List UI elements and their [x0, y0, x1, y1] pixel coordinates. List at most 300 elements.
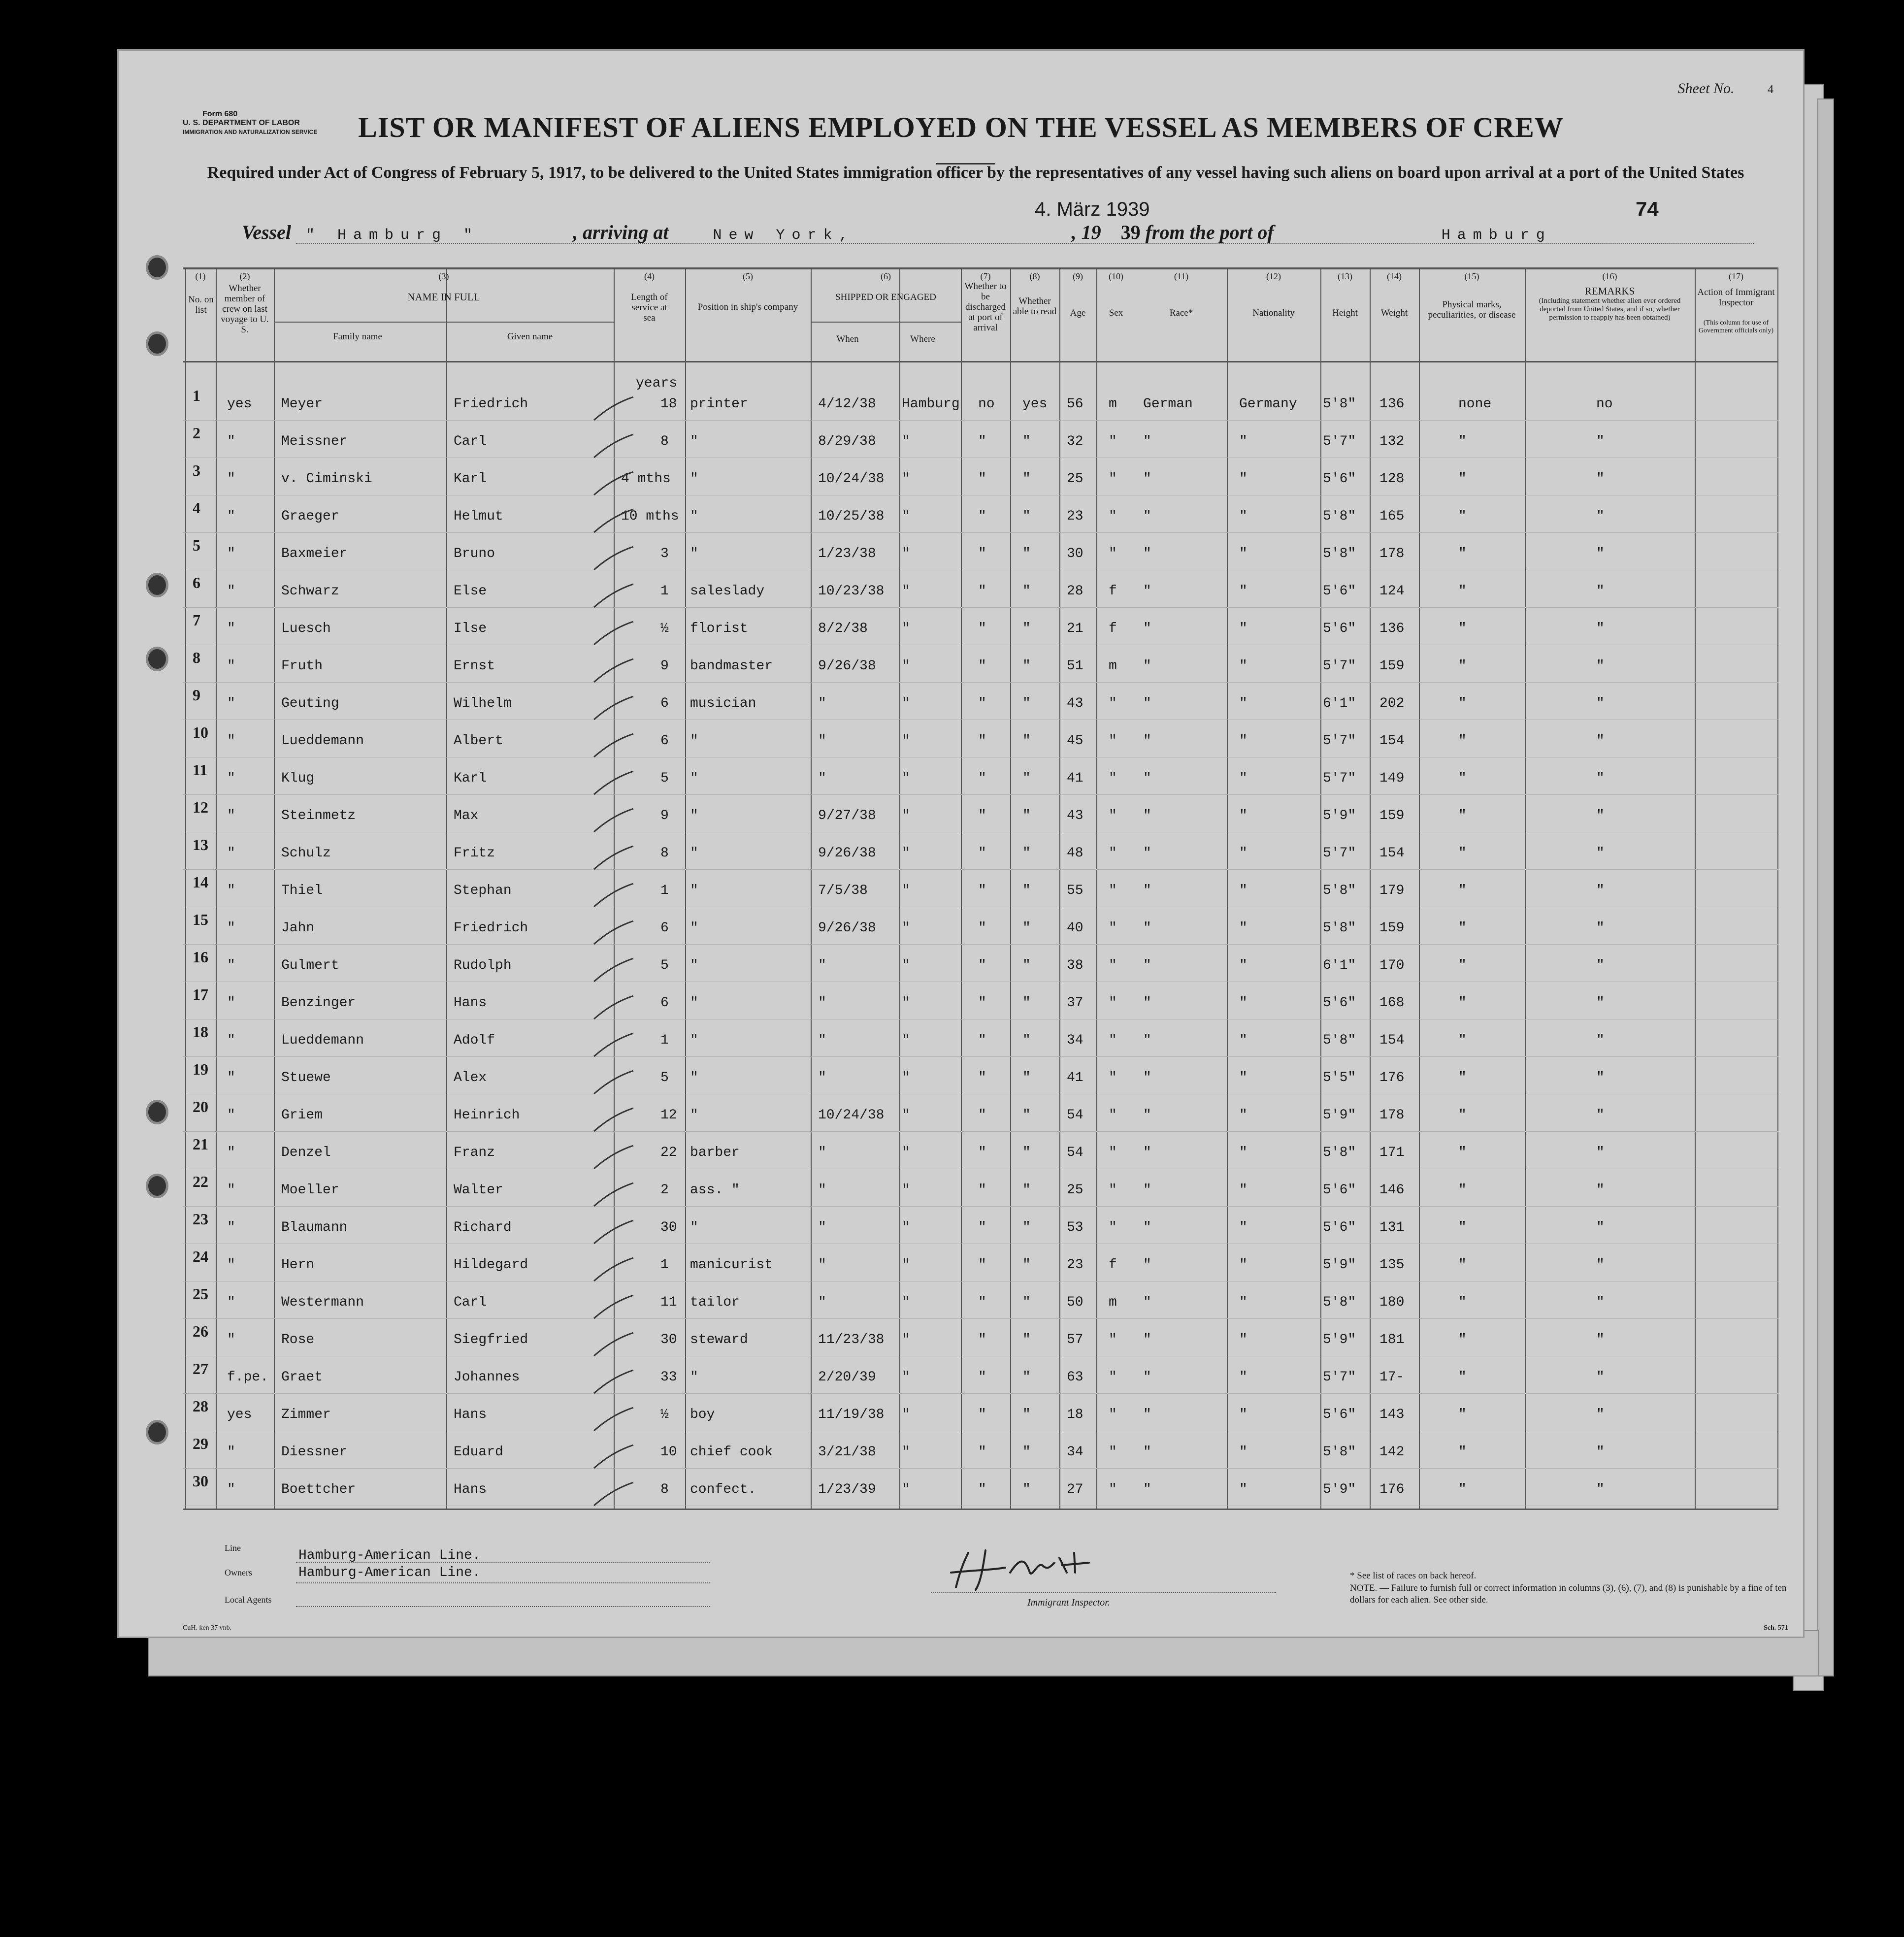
- cell-family-name: Benzinger: [281, 995, 356, 1011]
- cell-weight: 154: [1379, 846, 1405, 861]
- cell-age: 50: [1067, 1295, 1083, 1310]
- cell-discharged: ": [978, 1370, 986, 1385]
- cell-remarks: ": [1596, 1257, 1605, 1273]
- cell-family-name: Schulz: [281, 846, 331, 861]
- cell-weight: 165: [1379, 509, 1405, 524]
- cell-shipped-when: 9/26/38: [818, 846, 876, 861]
- check-mark: [591, 657, 636, 686]
- page-stack-edge: [1817, 98, 1834, 1676]
- cell-prev-voyage: ": [227, 471, 235, 487]
- cell-physical-marks: ": [1458, 771, 1467, 786]
- cell-shipped-when: 3/21/38: [818, 1445, 876, 1460]
- cell-race: ": [1143, 1445, 1151, 1460]
- cell-family-name: Meyer: [281, 396, 323, 412]
- cell-physical-marks: ": [1458, 696, 1467, 711]
- cell-service-length: 11: [660, 1295, 677, 1310]
- check-mark: [591, 1181, 636, 1210]
- cell-height: 5'6": [1323, 471, 1356, 487]
- cell-weight: 178: [1379, 546, 1405, 561]
- cell-sex: m: [1109, 396, 1117, 412]
- cell-race: ": [1143, 1070, 1151, 1085]
- cell-given-name: Friedrich: [454, 920, 528, 936]
- cell-family-name: Schwarz: [281, 584, 339, 599]
- col-head-physical: Physical marks, peculiarities, or disease: [1428, 299, 1516, 320]
- row-number: 17: [193, 985, 208, 1003]
- cell-family-name: Steinmetz: [281, 808, 356, 823]
- cell-remarks: ": [1596, 846, 1605, 861]
- cell-age: 21: [1067, 621, 1083, 636]
- cell-able-to-read: yes: [1022, 396, 1048, 412]
- cell-position: tailor: [690, 1295, 740, 1310]
- cell-prev-voyage: ": [227, 920, 235, 936]
- cell-shipped-when: ": [818, 696, 826, 711]
- row-number: 11: [193, 761, 208, 779]
- cell-remarks: ": [1596, 771, 1605, 786]
- cell-age: 56: [1067, 396, 1083, 412]
- cell-able-to-read: ": [1022, 733, 1031, 749]
- cell-shipped-where: ": [902, 995, 910, 1011]
- col-num-7: (7): [980, 271, 991, 281]
- cell-age: 25: [1067, 1182, 1083, 1198]
- cell-shipped-where: ": [902, 1407, 910, 1422]
- cell-family-name: Geuting: [281, 696, 339, 711]
- cell-shipped-when: 11/19/38: [818, 1407, 885, 1422]
- col-head-read: Whether able to read: [1013, 296, 1057, 317]
- cell-shipped-when: 8/2/38: [818, 621, 868, 636]
- cell-sex: ": [1109, 958, 1117, 973]
- cell-weight: 124: [1379, 584, 1405, 599]
- cell-remarks: ": [1596, 546, 1605, 561]
- cell-nationality: ": [1239, 1407, 1247, 1422]
- cell-service-length: 8: [660, 1482, 669, 1497]
- col-head-where: Where: [910, 334, 935, 344]
- cell-given-name: Hildegard: [454, 1257, 528, 1273]
- row-number: 30: [193, 1472, 208, 1490]
- cell-age: 48: [1067, 846, 1083, 861]
- cell-service-length: 2: [660, 1182, 669, 1198]
- cell-family-name: Thiel: [281, 883, 323, 898]
- cell-discharged: ": [978, 1407, 986, 1422]
- cell-position: ": [690, 733, 698, 749]
- cell-nationality: ": [1239, 995, 1247, 1011]
- cell-shipped-when: 9/26/38: [818, 658, 876, 674]
- cell-prev-voyage: ": [227, 995, 235, 1011]
- row-number: 23: [193, 1210, 208, 1228]
- cell-position: ": [690, 771, 698, 786]
- cell-prev-voyage: ": [227, 1445, 235, 1460]
- cell-age: 18: [1067, 1407, 1083, 1422]
- cell-family-name: Diessner: [281, 1445, 348, 1460]
- cell-race: ": [1143, 658, 1151, 674]
- col-head-shipped: SHIPPED OR ENGAGED: [835, 292, 936, 302]
- row-number: 28: [193, 1397, 208, 1415]
- cell-physical-marks: none: [1458, 396, 1492, 412]
- cell-given-name: Carl: [454, 434, 487, 449]
- cell-prev-voyage: ": [227, 1295, 235, 1310]
- cell-position: florist: [690, 621, 748, 636]
- cell-service-length: 8: [660, 434, 669, 449]
- cell-physical-marks: ": [1458, 1070, 1467, 1085]
- cell-height: 5'8": [1323, 920, 1356, 936]
- col-num-6: (6): [881, 271, 891, 281]
- cell-shipped-when: ": [818, 1033, 826, 1048]
- line-value: Hamburg-American Line.: [298, 1548, 481, 1563]
- cell-service-length: 1: [660, 883, 669, 898]
- cell-remarks: ": [1596, 434, 1605, 449]
- cell-able-to-read: ": [1022, 1332, 1031, 1347]
- cell-family-name: v. Ciminski: [281, 471, 372, 487]
- cell-able-to-read: ": [1022, 883, 1031, 898]
- column-rule: [1320, 267, 1321, 1509]
- cell-physical-marks: ": [1458, 846, 1467, 861]
- cell-height: 5'8": [1323, 1033, 1356, 1048]
- row-number: 14: [193, 873, 208, 891]
- cell-shipped-when: 11/23/38: [818, 1332, 885, 1347]
- cell-weight: 178: [1379, 1108, 1405, 1123]
- cell-race: ": [1143, 808, 1151, 823]
- col-head-remarks-note: (Including statement whether alien ever ordered deported from United States, and if so, whether permission to reapply has been obtained): [1539, 297, 1681, 322]
- cell-weight: 132: [1379, 434, 1405, 449]
- cell-nationality: ": [1239, 1145, 1247, 1160]
- table-top-rule: [183, 267, 1778, 269]
- cell-age: 41: [1067, 771, 1083, 786]
- col-head-prev-voyage: Whether member of crew on last voyage to U. S.: [221, 283, 269, 335]
- cell-shipped-when: 1/23/39: [818, 1482, 876, 1497]
- cell-discharged: ": [978, 995, 986, 1011]
- col-num-17: (17): [1729, 271, 1743, 281]
- cell-position: ": [690, 1370, 698, 1385]
- col-head-race: Race*: [1169, 308, 1193, 318]
- cell-given-name: Stephan: [454, 883, 512, 898]
- cell-given-name: Friedrich: [454, 396, 528, 412]
- cell-shipped-when: 7/5/38: [818, 883, 868, 898]
- cell-age: 27: [1067, 1482, 1083, 1497]
- check-mark: [591, 1255, 636, 1285]
- row-rule: [183, 794, 1778, 795]
- cell-age: 34: [1067, 1033, 1083, 1048]
- cell-discharged: ": [978, 808, 986, 823]
- cell-able-to-read: ": [1022, 1070, 1031, 1085]
- inspector-rule: [931, 1592, 1276, 1593]
- cell-remarks: ": [1596, 995, 1605, 1011]
- cell-service-length: 22: [660, 1145, 677, 1160]
- cell-height: 5'5": [1323, 1070, 1356, 1085]
- cell-height: 5'9": [1323, 808, 1356, 823]
- cell-physical-marks: ": [1458, 1182, 1467, 1198]
- col-num-4: (4): [644, 271, 655, 281]
- manifest-sheet: [117, 49, 1805, 1638]
- cell-position: printer: [690, 396, 748, 412]
- column-rule: [811, 267, 812, 1509]
- cell-discharged: ": [978, 621, 986, 636]
- cell-weight: 159: [1379, 658, 1405, 674]
- col-head-no: No. on list: [188, 295, 214, 315]
- cell-remarks: ": [1596, 471, 1605, 487]
- cell-given-name: Karl: [454, 771, 487, 786]
- cell-sex: ": [1109, 995, 1117, 1011]
- cell-given-name: Siegfried: [454, 1332, 528, 1347]
- cell-race: ": [1143, 1182, 1151, 1198]
- cell-nationality: ": [1239, 1370, 1247, 1385]
- check-mark: [591, 1293, 636, 1322]
- check-mark: [591, 731, 636, 761]
- cell-weight: 136: [1379, 396, 1405, 412]
- cell-shipped-where: ": [902, 546, 910, 561]
- cell-able-to-read: ": [1022, 1407, 1031, 1422]
- col-head-weight: Weight: [1380, 308, 1408, 318]
- row-number: 20: [193, 1098, 208, 1116]
- row-rule: [183, 420, 1778, 421]
- cell-able-to-read: ": [1022, 1482, 1031, 1497]
- arriving-label: , arriving at: [573, 221, 669, 243]
- row-number: 7: [193, 611, 200, 629]
- cell-shipped-where: ": [902, 771, 910, 786]
- cell-family-name: Moeller: [281, 1182, 339, 1198]
- cell-sex: ": [1109, 1445, 1117, 1460]
- cell-remarks: ": [1596, 808, 1605, 823]
- row-number: 3: [193, 461, 200, 479]
- cell-physical-marks: ": [1458, 1482, 1467, 1497]
- cell-position: ": [690, 846, 698, 861]
- cell-sex: ": [1109, 883, 1117, 898]
- cell-nationality: ": [1239, 546, 1247, 561]
- check-mark: [591, 469, 636, 499]
- col-head-nationality: Nationality: [1252, 308, 1295, 318]
- cell-weight: 154: [1379, 733, 1405, 749]
- cell-service-length: 6: [660, 995, 669, 1011]
- cell-family-name: Boettcher: [281, 1482, 356, 1497]
- cell-discharged: ": [978, 509, 986, 524]
- cell-weight: 143: [1379, 1407, 1405, 1422]
- cell-shipped-when: ": [818, 995, 826, 1011]
- line-label: Line: [225, 1543, 241, 1553]
- cell-able-to-read: ": [1022, 1370, 1031, 1385]
- cell-shipped-when: ": [818, 1257, 826, 1273]
- row-number: 27: [193, 1360, 208, 1378]
- cell-race: ": [1143, 1257, 1151, 1273]
- binder-hole: [146, 255, 168, 280]
- row-rule: [183, 1468, 1778, 1469]
- cell-family-name: Jahn: [281, 920, 315, 936]
- cell-nationality: ": [1239, 1482, 1247, 1497]
- cell-family-name: Zimmer: [281, 1407, 331, 1422]
- cell-able-to-read: ": [1022, 658, 1031, 674]
- cell-family-name: Lueddemann: [281, 733, 364, 749]
- cell-position: ": [690, 808, 698, 823]
- check-mark: [591, 394, 636, 424]
- cell-discharged: ": [978, 958, 986, 973]
- cell-nationality: ": [1239, 621, 1247, 636]
- cell-family-name: Baxmeier: [281, 546, 348, 561]
- cell-prev-voyage: ": [227, 883, 235, 898]
- cell-discharged: ": [978, 1445, 986, 1460]
- cell-sex: ": [1109, 696, 1117, 711]
- cell-shipped-when: 10/24/38: [818, 471, 885, 487]
- row-number: 24: [193, 1248, 208, 1265]
- cell-able-to-read: ": [1022, 808, 1031, 823]
- cell-service-length: 6: [660, 696, 669, 711]
- cell-nationality: ": [1239, 808, 1247, 823]
- cell-prev-voyage: ": [227, 1108, 235, 1123]
- cell-sex: ": [1109, 1145, 1117, 1160]
- cell-physical-marks: ": [1458, 1295, 1467, 1310]
- cell-position: manicurist: [690, 1257, 773, 1273]
- cell-service-length: 30: [660, 1220, 677, 1235]
- cell-family-name: Hern: [281, 1257, 315, 1273]
- cell-prev-voyage: ": [227, 584, 235, 599]
- cell-shipped-when: ": [818, 1295, 826, 1310]
- year-label: , 19: [1071, 221, 1101, 243]
- row-rule: [183, 1131, 1778, 1132]
- column-rule: [1096, 267, 1097, 1509]
- col-num-1: (1): [195, 271, 206, 281]
- cell-remarks: ": [1596, 1445, 1605, 1460]
- cell-prev-voyage: ": [227, 846, 235, 861]
- cell-given-name: Rudolph: [454, 958, 512, 973]
- cell-age: 55: [1067, 883, 1083, 898]
- check-mark: [591, 1031, 636, 1060]
- cell-race: ": [1143, 995, 1151, 1011]
- check-mark: [591, 1330, 636, 1360]
- cell-shipped-when: 10/23/38: [818, 584, 885, 599]
- cell-able-to-read: ": [1022, 546, 1031, 561]
- cell-nationality: ": [1239, 509, 1247, 524]
- cell-service-length: 5: [660, 958, 669, 973]
- cell-given-name: Max: [454, 808, 479, 823]
- cell-sex: ": [1109, 771, 1117, 786]
- cell-shipped-when: 1/23/38: [818, 546, 876, 561]
- manifest-subtitle: Required under Act of Congress of February 5, 1917, to be delivered to the United States immigration officer by the representatives of any vessel having such aliens on board upon arrival at a port of the United States: [207, 164, 1744, 182]
- row-number: 25: [193, 1285, 208, 1303]
- cell-service-length: 30: [660, 1332, 677, 1347]
- col-num-2: (2): [239, 271, 250, 281]
- cell-given-name: Wilhelm: [454, 696, 512, 711]
- cell-discharged: ": [978, 883, 986, 898]
- cell-remarks: ": [1596, 1145, 1605, 1160]
- cell-family-name: Fruth: [281, 658, 323, 674]
- cell-discharged: ": [978, 1220, 986, 1235]
- row-rule: [183, 1318, 1778, 1319]
- cell-shipped-where: ": [902, 1033, 910, 1048]
- row-rule: [183, 1393, 1778, 1394]
- cell-service-length: 6: [660, 920, 669, 936]
- cell-physical-marks: ": [1458, 584, 1467, 599]
- cell-race: ": [1143, 621, 1151, 636]
- cell-given-name: Ernst: [454, 658, 495, 674]
- cell-discharged: ": [978, 1482, 986, 1497]
- cell-given-name: Helmut: [454, 509, 503, 524]
- cell-family-name: Klug: [281, 771, 315, 786]
- cell-weight: 135: [1379, 1257, 1405, 1273]
- cell-sex: m: [1109, 658, 1117, 674]
- cell-sex: f: [1109, 621, 1117, 636]
- shipped-subhead-rule: [811, 322, 961, 323]
- print-code: CuH. ken 37 vnb.: [183, 1624, 232, 1632]
- cell-shipped-where: ": [902, 1145, 910, 1160]
- column-rule: [216, 267, 217, 1509]
- cell-position: ": [690, 1108, 698, 1123]
- cell-discharged: ": [978, 471, 986, 487]
- cell-prev-voyage: ": [227, 733, 235, 749]
- cell-shipped-where: Hamburg: [902, 396, 960, 412]
- row-number: 13: [193, 836, 208, 854]
- check-mark: [591, 1143, 636, 1173]
- cell-sex: ": [1109, 733, 1117, 749]
- cell-prev-voyage: ": [227, 1070, 235, 1085]
- cell-remarks: ": [1596, 1182, 1605, 1198]
- col-num-14: (14): [1387, 271, 1402, 281]
- cell-given-name: Ilse: [454, 621, 487, 636]
- cell-height: 5'7": [1323, 658, 1356, 674]
- cell-family-name: Graet: [281, 1370, 323, 1385]
- column-rule: [899, 267, 900, 1509]
- cell-physical-marks: ": [1458, 509, 1467, 524]
- cell-position: ass. ": [690, 1182, 740, 1198]
- cell-discharged: ": [978, 546, 986, 561]
- cell-height: 5'8": [1323, 509, 1356, 524]
- row-number: 6: [193, 574, 200, 591]
- cell-age: 63: [1067, 1370, 1083, 1385]
- cell-nationality: ": [1239, 434, 1247, 449]
- col-num-15: (15): [1464, 271, 1479, 281]
- cell-remarks: ": [1596, 733, 1605, 749]
- cell-discharged: ": [978, 846, 986, 861]
- page-number: 74: [1636, 197, 1659, 221]
- col-head-action: Action of Immigrant Inspector: [1697, 287, 1775, 308]
- cell-height: 5'6": [1323, 1220, 1356, 1235]
- cell-race: ": [1143, 434, 1151, 449]
- cell-weight: 128: [1379, 471, 1405, 487]
- cell-able-to-read: ": [1022, 1220, 1031, 1235]
- cell-shipped-where: ": [902, 883, 910, 898]
- cell-height: 5'8": [1323, 396, 1356, 412]
- cell-given-name: Fritz: [454, 846, 495, 861]
- cell-prev-voyage: ": [227, 546, 235, 561]
- row-number: 15: [193, 911, 208, 928]
- row-rule: [183, 944, 1778, 945]
- cell-height: 5'7": [1323, 771, 1356, 786]
- cell-race: ": [1143, 546, 1151, 561]
- column-rule: [1059, 267, 1060, 1509]
- check-mark: [591, 1480, 636, 1510]
- cell-service-length: 9: [660, 658, 669, 674]
- cell-nationality: ": [1239, 584, 1247, 599]
- cell-prev-voyage: ": [227, 1332, 235, 1347]
- cell-discharged: ": [978, 1182, 986, 1198]
- cell-height: 5'7": [1323, 733, 1356, 749]
- cell-given-name: Hans: [454, 1407, 487, 1422]
- cell-shipped-where: ": [902, 808, 910, 823]
- owners-label: Owners: [225, 1568, 252, 1577]
- cell-service-length: ½: [660, 1407, 669, 1422]
- cell-weight: 136: [1379, 621, 1405, 636]
- cell-shipped-when: ": [818, 1220, 826, 1235]
- col-head-height: Height: [1332, 308, 1358, 318]
- cell-service-length: 4 mths: [621, 471, 671, 487]
- cell-service-length: 18: [660, 396, 677, 412]
- from-port-label: from the port of: [1145, 221, 1274, 243]
- cell-position: saleslady: [690, 584, 765, 599]
- cell-remarks: ": [1596, 883, 1605, 898]
- cell-physical-marks: ": [1458, 471, 1467, 487]
- cell-remarks: ": [1596, 1407, 1605, 1422]
- row-number: 18: [193, 1023, 208, 1041]
- binder-hole: [146, 1100, 168, 1124]
- column-rule: [185, 267, 186, 1509]
- cell-given-name: Karl: [454, 471, 487, 487]
- col-num-12: (12): [1266, 271, 1281, 281]
- name-subhead-rule: [274, 322, 614, 323]
